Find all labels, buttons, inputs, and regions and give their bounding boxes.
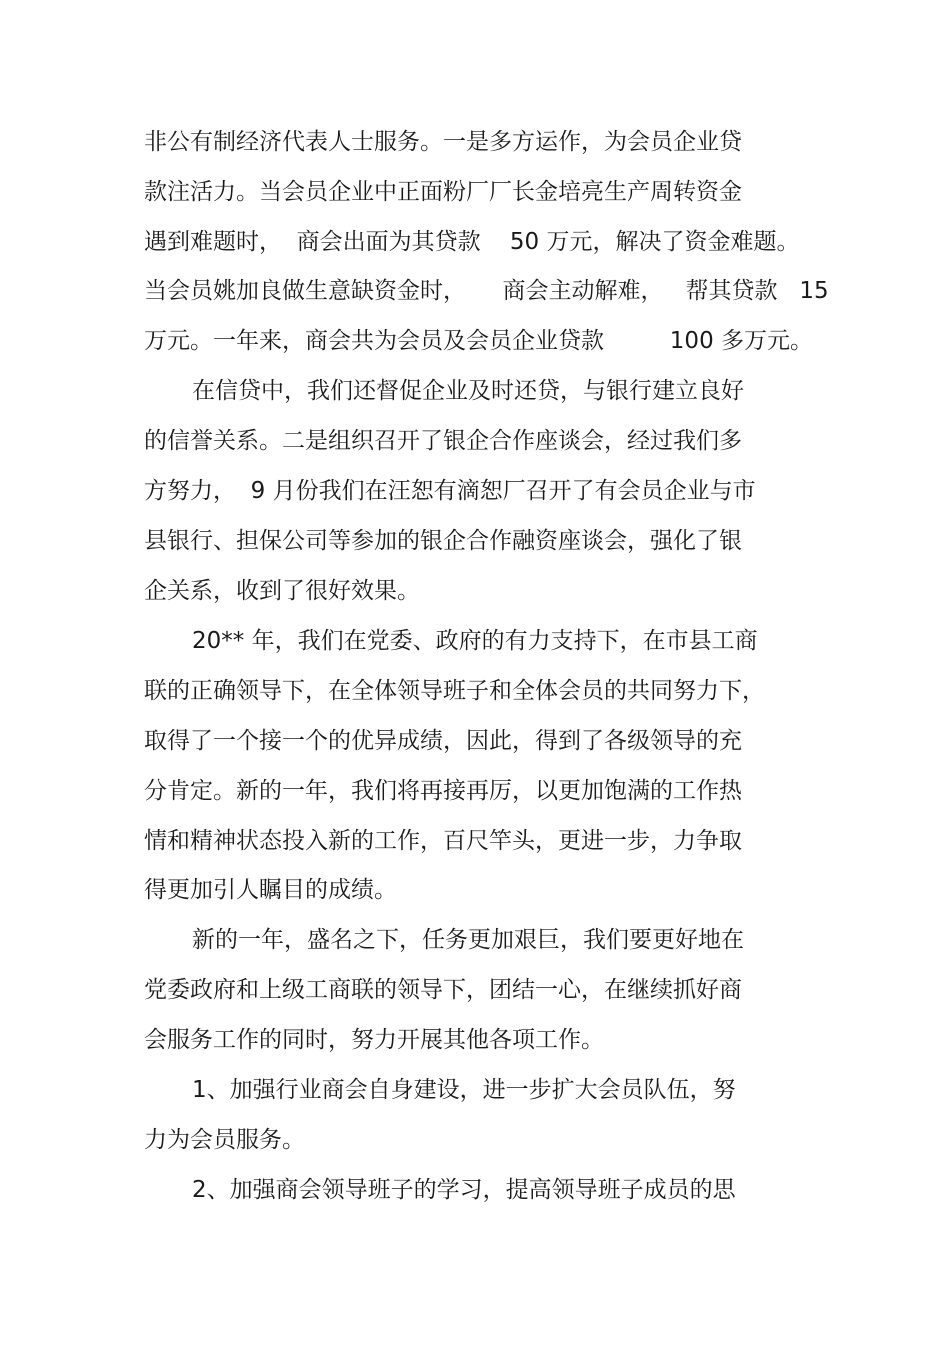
list-item-line: 2、加强商会领导班子的学习，提高领导班子成员的思 (192, 1177, 736, 1203)
text-line: 当会员姚加良做生意缺资金时， 商会主动解难， 帮其贷款 15 (144, 278, 829, 304)
text-line: 非公有制经济代表人士服务。一是多方运作，为会员企业贷 (144, 129, 742, 155)
paragraph-first-line: 新的一年，盛名之下，任务更加艰巨，我们要更好地在 (192, 927, 744, 953)
text-line: 得更加引人瞩目的成绩。 (144, 877, 397, 903)
text-line: 的信誉关系。二是组织召开了银企合作座谈会，经过我们多 (144, 428, 742, 454)
text-line: 党委政府和上级工商联的领导下，团结一心，在继续抓好商 (144, 977, 742, 1003)
text-line: 取得了一个接一个的优异成绩，因此，得到了各级领导的充 (144, 728, 742, 754)
text-line: 联的正确领导下，在全体领导班子和全体会员的共同努力下， (144, 678, 765, 704)
text-line: 方努力， 9 月份我们在汪恕有滴恕厂召开了有会员企业与市 (144, 478, 756, 504)
paragraph-first-line: 在信贷中，我们还督促企业及时还贷，与银行建立良好 (192, 378, 744, 404)
text-line: 万元。一年来，商会共为会员及会员企业贷款 100 多万元。 (144, 328, 814, 354)
list-item-line: 1、加强行业商会自身建设，进一步扩大会员队伍，努 (192, 1077, 736, 1103)
text-line: 力为会员服务。 (144, 1127, 305, 1153)
text-line: 遇到难题时， 商会出面为其贷款 50 万元，解决了资金难题。 (144, 229, 800, 255)
text-line: 款注活力。当会员企业中正面粉厂厂长金培亮生产周转资金 (144, 179, 742, 205)
text-line: 县银行、担保公司等参加的银企合作融资座谈会，强化了银 (144, 528, 742, 554)
paragraph-first-line: 20** 年，我们在党委、政府的有力支持下，在市县工商 (192, 628, 758, 654)
text-line: 情和精神状态投入新的工作，百尺竿头，更进一步，力争取 (144, 828, 742, 854)
text-line: 分肯定。新的一年，我们将再接再厉，以更加饱满的工作热 (144, 778, 742, 804)
text-line: 会服务工作的同时，努力开展其他各项工作。 (144, 1027, 604, 1053)
text-line: 企关系，收到了很好效果。 (144, 578, 420, 604)
